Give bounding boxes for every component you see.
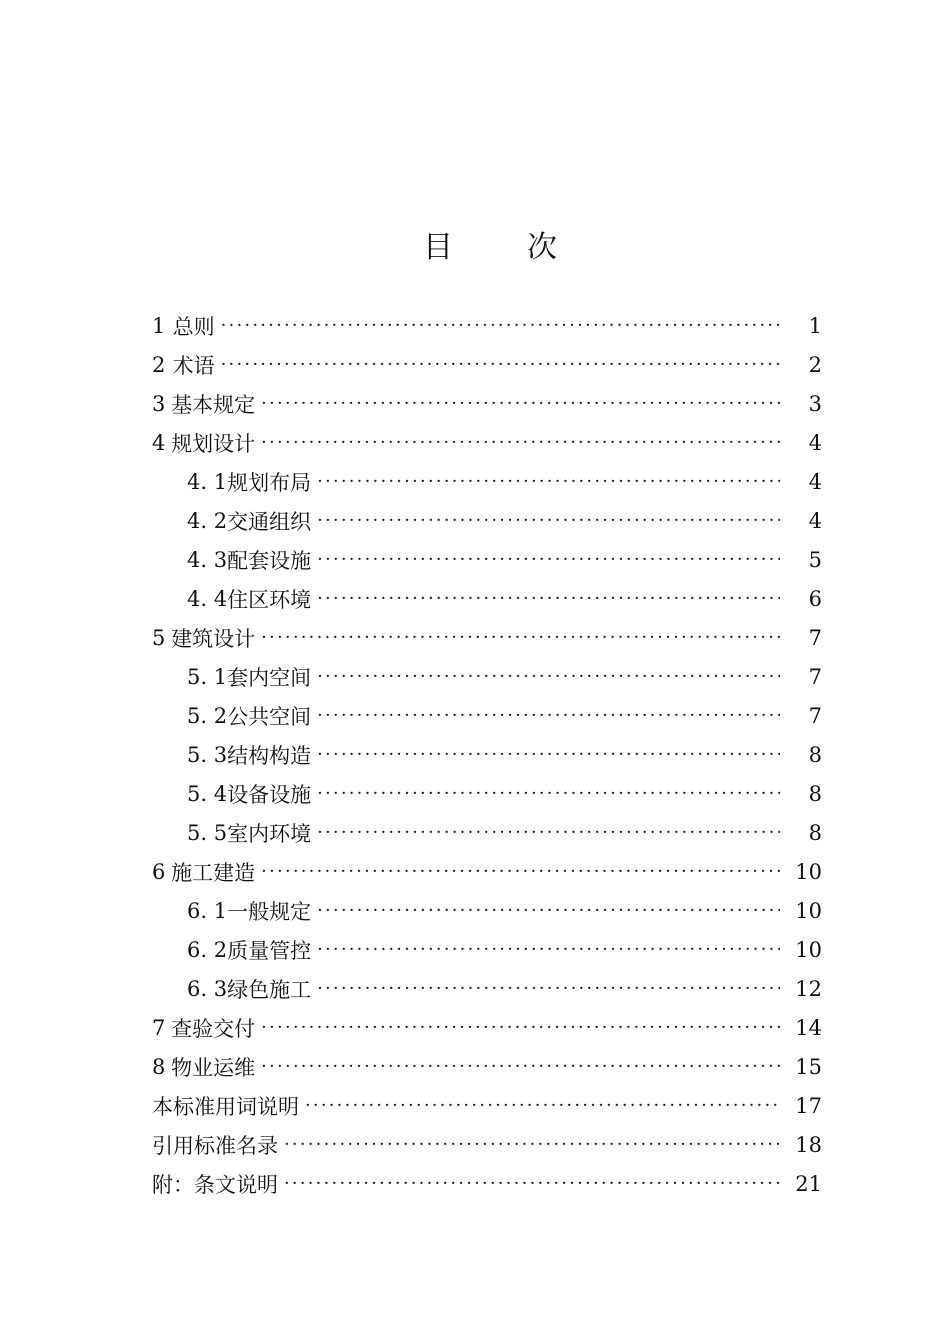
toc-page-number: 10 — [795, 859, 822, 884]
toc-title: 交通组织 — [227, 509, 312, 534]
toc-number: 5. 2 — [187, 703, 228, 728]
toc-page-number: 12 — [795, 976, 822, 1001]
toc-entry[interactable] — [152, 306, 822, 345]
toc-entry[interactable] — [187, 930, 822, 969]
dot-leader — [221, 356, 780, 374]
toc-title: 规划布局 — [227, 470, 312, 495]
toc-page-number: 10 — [795, 898, 822, 923]
toc-page-number: 5 — [808, 547, 822, 572]
toc-title: 建筑设计 — [171, 626, 256, 651]
dot-leader — [317, 512, 780, 530]
toc-page-number: 17 — [795, 1093, 822, 1118]
toc-entry[interactable] — [187, 657, 822, 696]
toc-entry[interactable] — [187, 501, 822, 540]
toc-number: 4. 4 — [187, 586, 228, 611]
toc-page-number: 21 — [795, 1171, 822, 1196]
toc-entry[interactable] — [187, 696, 822, 735]
dot-leader — [317, 902, 780, 920]
dot-leader — [317, 785, 780, 803]
toc-title: 引用标准名录 — [152, 1133, 278, 1158]
toc-entry[interactable] — [187, 540, 822, 579]
toc-page-number: 4 — [808, 430, 822, 455]
toc-entry[interactable] — [152, 1164, 822, 1203]
title-char-1: 目 — [423, 230, 453, 265]
dot-leader — [317, 746, 780, 764]
toc-title: 施工建造 — [171, 860, 256, 885]
toc-page-number: 2 — [808, 352, 822, 377]
toc-page-number: 10 — [795, 937, 822, 962]
toc-number: 1 — [152, 313, 166, 338]
dot-leader — [317, 668, 780, 686]
toc-title: 本标准用词说明 — [152, 1094, 299, 1119]
toc-number: 6. 3 — [187, 976, 228, 1001]
title-char-2: 次 — [527, 230, 557, 265]
toc-entry[interactable] — [152, 852, 822, 891]
toc-page-number: 8 — [808, 742, 822, 767]
toc-number: 5. 5 — [187, 820, 228, 845]
dot-leader — [317, 941, 780, 959]
toc-entry[interactable] — [187, 969, 822, 1008]
toc-title: 附：条文说明 — [152, 1172, 278, 1197]
toc-title: 质量管控 — [227, 938, 312, 963]
toc-number: 4. 3 — [187, 547, 228, 572]
toc-number: 4 — [152, 430, 166, 455]
toc-number: 7 — [152, 1015, 166, 1040]
toc-title: 绿色施工 — [227, 977, 312, 1002]
toc-entry[interactable] — [187, 891, 822, 930]
toc-entry[interactable] — [152, 1008, 822, 1047]
toc-number: 5. 4 — [187, 781, 228, 806]
dot-leader — [317, 473, 780, 491]
toc-title: 套内空间 — [227, 665, 312, 690]
toc-page-number: 4 — [808, 469, 822, 494]
toc-page-number: 1 — [808, 313, 822, 338]
toc-entry[interactable] — [152, 1086, 822, 1125]
toc-entry[interactable] — [152, 618, 822, 657]
toc-number: 4. 1 — [187, 469, 228, 494]
dot-leader — [261, 1058, 780, 1076]
toc-entry[interactable] — [187, 462, 822, 501]
dot-leader — [261, 395, 780, 413]
toc-page-number: 8 — [808, 781, 822, 806]
toc-title: 查验交付 — [171, 1016, 256, 1041]
toc-title: 一般规定 — [227, 899, 312, 924]
toc-number: 6. 2 — [187, 937, 228, 962]
toc-number: 5. 3 — [187, 742, 228, 767]
dot-leader — [317, 824, 780, 842]
toc-entry[interactable] — [152, 423, 822, 462]
toc-page-number: 8 — [808, 820, 822, 845]
toc-entry[interactable] — [187, 813, 822, 852]
toc-number: 6 — [152, 859, 166, 884]
dot-leader — [261, 863, 780, 881]
toc-entry[interactable] — [152, 345, 822, 384]
toc-title: 配套设施 — [227, 548, 312, 573]
toc-title: 物业运维 — [171, 1055, 256, 1080]
dot-leader — [261, 434, 780, 452]
toc-number: 6. 1 — [187, 898, 228, 923]
toc-title: 基本规定 — [171, 392, 256, 417]
dot-leader — [284, 1136, 780, 1154]
toc-number: 8 — [152, 1054, 166, 1079]
toc-title: 室内环境 — [227, 821, 312, 846]
toc-number: 3 — [152, 391, 166, 416]
toc-page-number: 14 — [795, 1015, 822, 1040]
toc-title: 结构构造 — [227, 743, 312, 768]
toc-number: 5 — [152, 625, 166, 650]
toc-entry[interactable] — [152, 1047, 822, 1086]
dot-leader — [317, 590, 780, 608]
toc-number: 2 — [152, 352, 166, 377]
toc-entry[interactable] — [152, 384, 822, 423]
dot-leader — [317, 980, 780, 998]
toc-title: 规划设计 — [171, 431, 256, 456]
toc-page-number: 3 — [808, 391, 822, 416]
dot-leader — [221, 317, 780, 335]
dot-leader — [284, 1175, 780, 1193]
toc-page-number: 6 — [808, 586, 822, 611]
toc-entry[interactable] — [152, 1125, 822, 1164]
toc-page-number: 7 — [808, 625, 822, 650]
toc-title: 公共空间 — [227, 704, 312, 729]
toc-page-number: 18 — [795, 1132, 822, 1157]
toc-title: 术语 — [172, 353, 215, 378]
toc-page-number: 7 — [808, 664, 822, 689]
toc-entry[interactable] — [187, 579, 822, 618]
toc-number: 4. 2 — [187, 508, 228, 533]
toc-entry[interactable] — [187, 735, 822, 774]
toc-page-number: 15 — [795, 1054, 822, 1079]
toc-entry[interactable] — [187, 774, 822, 813]
toc-title: 住区环境 — [227, 587, 312, 612]
toc-number: 5. 1 — [187, 664, 228, 689]
toc-page-number: 4 — [808, 508, 822, 533]
toc-title: 设备设施 — [227, 782, 312, 807]
toc-title: 总则 — [172, 314, 215, 339]
dot-leader — [261, 1019, 780, 1037]
dot-leader — [317, 551, 780, 569]
toc-page-number: 7 — [808, 703, 822, 728]
dot-leader — [305, 1097, 780, 1115]
dot-leader — [317, 707, 780, 725]
dot-leader — [261, 629, 780, 647]
